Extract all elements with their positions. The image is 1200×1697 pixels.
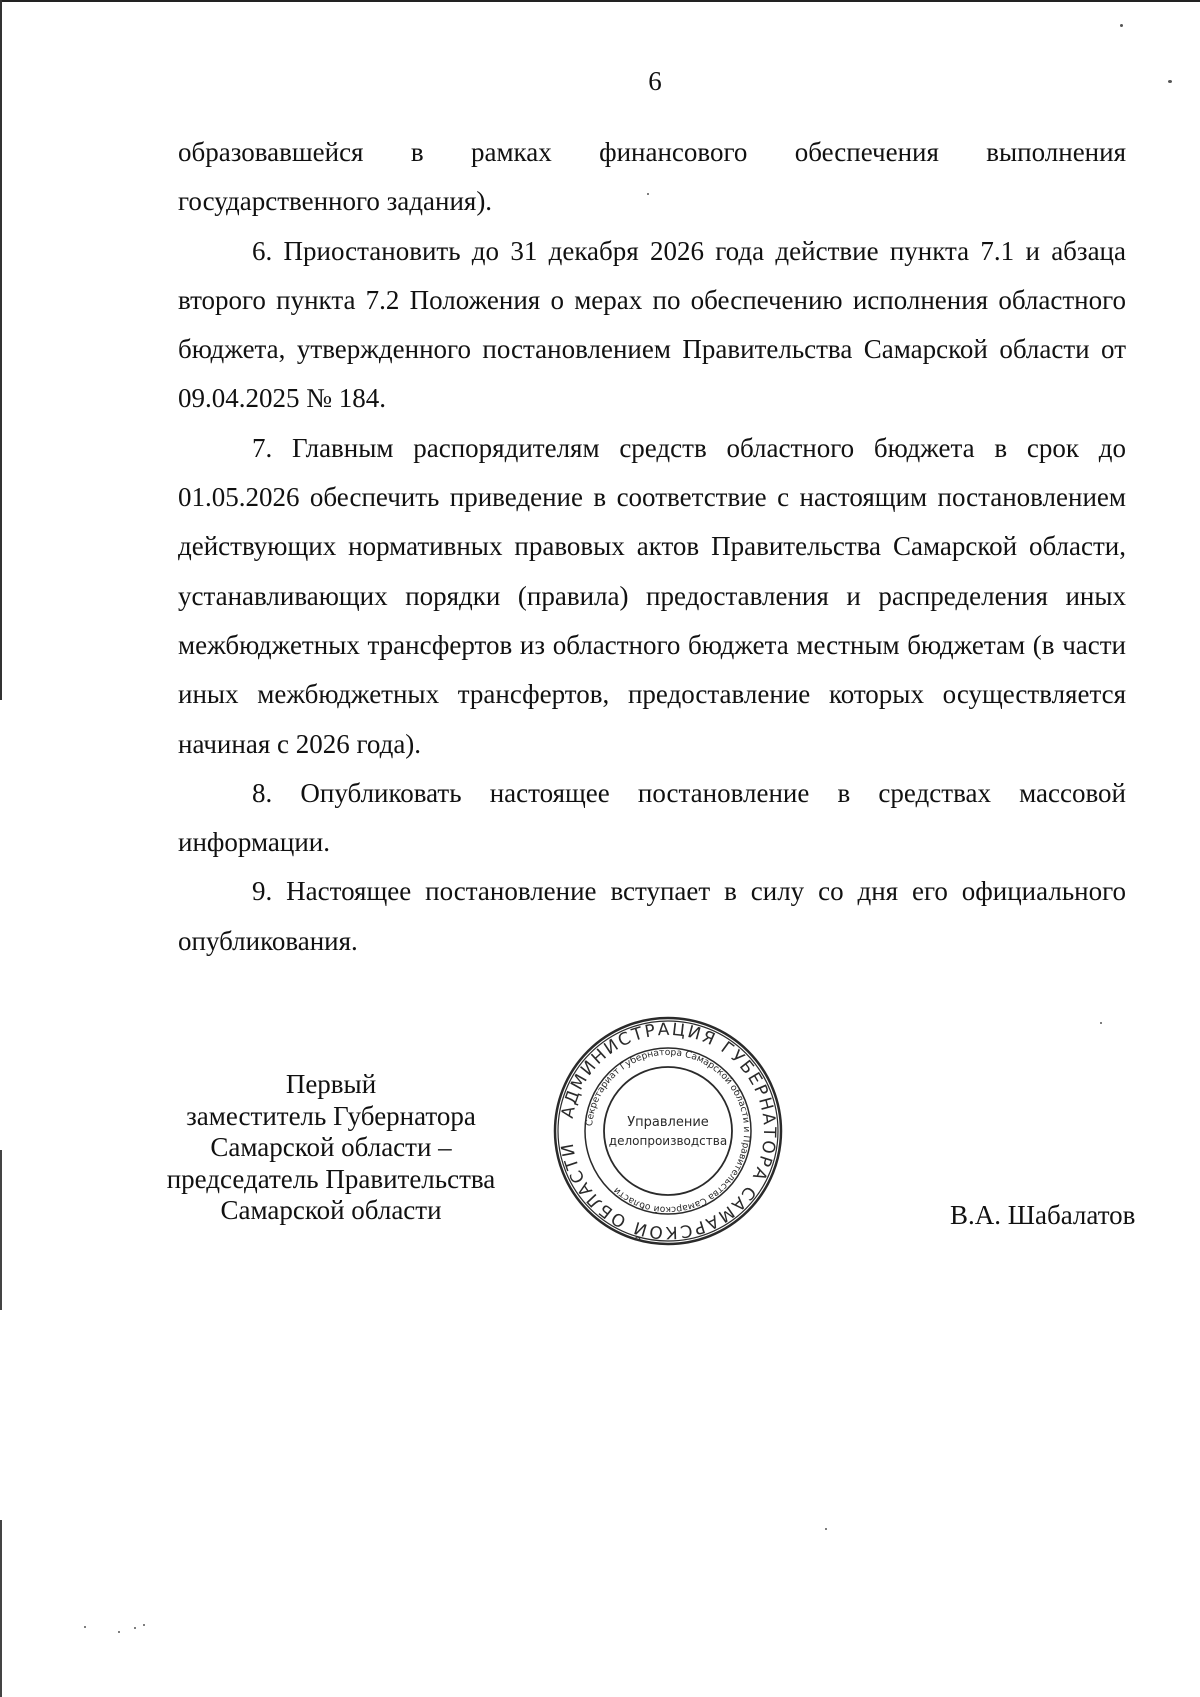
scan-speck	[118, 1631, 120, 1633]
paragraph-item-7: 7. Главным распорядителям средств областного бюджета в срок до 01.05.2026 обеспечить приведение в соответствие с настоящим постановлением действующих нормативных правовых актов Правительства Самарской области, устанавливающих порядки (правила) предоставления и распределения иных межбюджетных трансфертов из областного бюджета местным бюджетам (в части иных межбюджетных трансфертов, предоставление которых осуществляется начиная с 2026 года).	[178, 432, 1126, 759]
paragraph-continuation-end: государственного задания).	[178, 186, 493, 217]
scan-speck	[134, 1627, 136, 1629]
signatory-title-line: заместитель Губернатора	[186, 1100, 476, 1131]
paragraph-item-9: 9. Настоящее постановление вступает в силу со дня его официального опубликования.	[178, 876, 1126, 956]
signatory-title	[146, 1069, 516, 1227]
signatory-title-line: Первый	[285, 1069, 377, 1099]
seal-outer-text: АДМИНИСТРАЦИЯ ГУБЕРНАТОРА САМАРСКОЙ ОБЛАСТИ	[557, 1019, 780, 1243]
signatory-title-line: Самарской области	[220, 1195, 442, 1225]
document-body	[178, 128, 1126, 966]
scan-speck	[1120, 24, 1123, 27]
seal-inner-text: Секретариат Губернатора Самарской области и Правительства Самарской области	[584, 1046, 753, 1216]
page-number: 6	[648, 66, 662, 96]
signatory-title-line: Самарской области –	[210, 1132, 452, 1162]
scan-edge-left	[0, 1520, 2, 1697]
scan-speck	[1100, 1022, 1102, 1024]
signatory-title-line: председатель Правительства	[166, 1163, 496, 1194]
scan-speck	[825, 1528, 827, 1530]
paragraph-item-6: 6. Приостановить до 31 декабря 2026 года действие пункта 7.1 и абзаца второго пункта 7.2 Положения о мерах по обеспечению исполнения областного бюджета, утвержденного постановлением Правительства Самарской области от 09.04.2025 № 184.	[178, 235, 1126, 414]
scan-edge-left	[0, 1150, 2, 1310]
scan-speck	[143, 1624, 145, 1626]
signer-name: В.А. Шабалатов	[950, 1200, 1136, 1230]
paragraph-continuation: образовавшейся в рамках финансового обеспечения выполнения	[178, 137, 1126, 167]
scan-speck	[84, 1626, 86, 1628]
official-seal	[552, 1015, 784, 1247]
scan-edge-top	[0, 0, 1200, 2]
paragraph-item-8: 8. Опубликовать настоящее постановление в средствах массовой информации.	[178, 777, 1126, 858]
scan-edge-left	[0, 0, 2, 700]
seal-center-line-1: Управление	[627, 1115, 709, 1130]
seal-center-line-2: делопроизводства	[608, 1134, 728, 1148]
